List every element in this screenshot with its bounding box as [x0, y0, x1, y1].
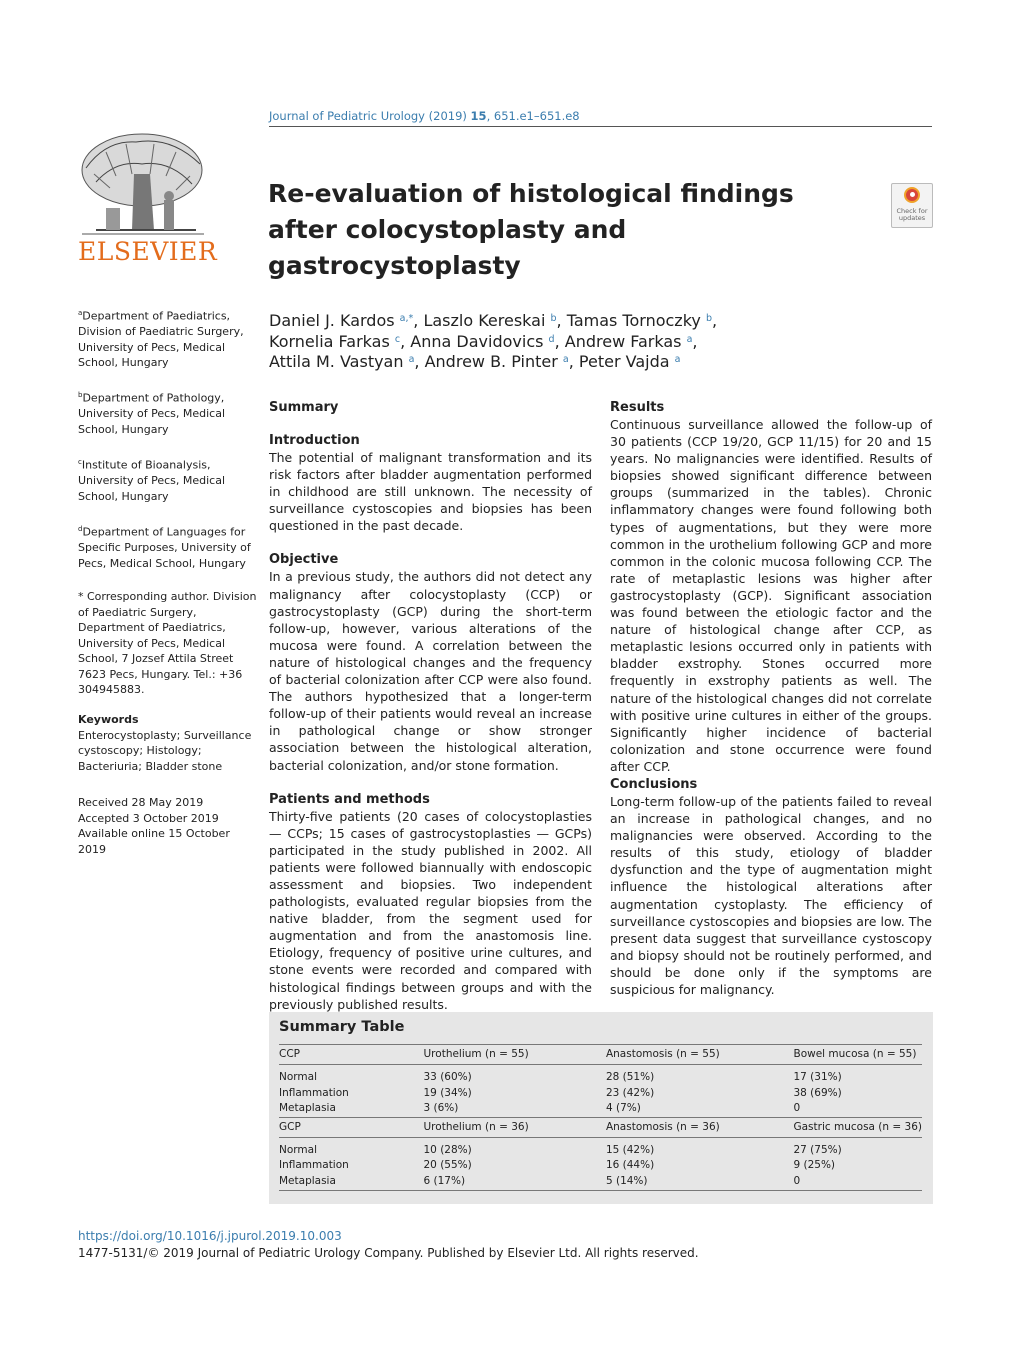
- table-cell: Metaplasia: [279, 1174, 424, 1190]
- author-affiliation-marker[interactable]: a,*: [399, 313, 414, 324]
- table-cell: Metaplasia: [279, 1102, 336, 1115]
- affiliation-d: $^d$Department of Languages for Specific Purposes, University of Pecs, Medical School, Hungary: [78, 525, 251, 570]
- keywords-block: [78, 712, 260, 774]
- table-cell: 6 (17%): [424, 1174, 606, 1190]
- corresponding-author-note: * Corresponding author. Division of Paediatric Surgery, Department of Paediatrics, University of Pecs, Medical School, 7 Jozsef Attila Street 7623 Pecs, Hungary. Tel.: +36 304945883.: [78, 590, 257, 696]
- table-cell: 16 (44%): [605, 1159, 655, 1172]
- introduction-heading: Introduction: [269, 433, 360, 448]
- objective-heading: Objective: [269, 552, 339, 568]
- keywords-text: Enterocystoplasty; Surveillance cystoscopy; Histology; Bacteriuria; Bladder stone: [78, 728, 252, 773]
- journal-name: Journal of Pediatric Urology (2019): [269, 109, 467, 123]
- author-name[interactable]: Andrew Farkas: [564, 331, 682, 351]
- date-available-online: Available online 15 October 2019: [78, 827, 230, 856]
- author-name[interactable]: Tamas Tornoczky: [566, 311, 701, 330]
- table-cell: 10 (28%): [423, 1143, 472, 1156]
- table-header-row: [279, 1045, 922, 1065]
- table-cell: Inflammation: [279, 1086, 349, 1099]
- table-header-cell: Anastomosis (n = 36): [606, 1117, 794, 1137]
- author-affiliation-marker[interactable]: a: [562, 354, 569, 365]
- results-text: Continuous surveillance allowed the follow-up of 30 patients (CCP 19/20, GCP 11/15) for 20 and 15 years. No malignancies were identified. Results of biopsies showed significant difference between groups (summarized in the tables). Chronic inflammatory changes were found following both types of augmentations, but they were more common in the urothelium following GCP and more common in the colonic mucosa following CCP. The rate of metaplastic lesions was higher after gastrocystoplasty (GCP). Significant association was found between the etiologic factor and the nature of histological change after CCP, as metaplastic lesions occurred only in patients with bladder exstrophy. Stones occurred more frequently in exstrophy patients as well. The nature of the histological changes did not correlate with positive urine cultures in either of the groups. Significantly higher incidence of bacterial colonization and stone occurrence were found after CCP.: [610, 417, 932, 774]
- copyright-notice: 1477-5131/© 2019 Journal of Pediatric Urology Company. Published by Elsevier Ltd. All rights reserved.: [78, 1246, 699, 1260]
- author-name[interactable]: Peter Vajda: [578, 352, 670, 371]
- table-cell: 38 (69%): [793, 1086, 842, 1099]
- table-cell: 15 (42%): [605, 1143, 655, 1156]
- table-cell: 27 (75%): [793, 1143, 842, 1156]
- table-row: [279, 1086, 922, 1102]
- author-name[interactable]: Andrew B. Pinter: [424, 352, 558, 371]
- patients-methods-heading: Patients and methods: [269, 791, 430, 807]
- conclusions-text: Long-term follow-up of the patients failed to reveal an increase in pathological changes, and no malignancies were observed. According to the results of this study, etiology of bladder dysfunction and the type of augmentation might influence the histological alterations after augmentation cystoplasty. The efficiency of surveillance cystoscopies and biopsies are low. The present data suggest that surveillance cystoscopy and biopsy should not be routinely performed, and should be done only if the symptoms are suspicious for malignancy.: [610, 794, 932, 998]
- table-cell: 33 (60%): [423, 1071, 472, 1083]
- date-accepted: Accepted 3 October 2019: [78, 811, 219, 825]
- table-header-cell: Urothelium (n = 55): [424, 1045, 606, 1065]
- check-for-updates-label: Check for updates: [896, 207, 928, 222]
- author-affiliation-marker[interactable]: a: [674, 354, 681, 365]
- author-affiliation-marker[interactable]: b: [550, 313, 557, 324]
- crossmark-icon: [904, 187, 920, 203]
- table-cell: 5 (14%): [606, 1174, 794, 1190]
- table-header-row: [279, 1117, 922, 1137]
- conclusions-block: [610, 776, 932, 998]
- table-row: [279, 1174, 922, 1190]
- conclusions-heading: Conclusions: [610, 777, 698, 792]
- table-cell: 3 (6%): [423, 1102, 459, 1115]
- author-list: Daniel J. Kardos $^{a,*}$, Laszlo Kereskai $^b$, Tamas Tornoczky $^b$, Kornelia Farkas $^c$, Anna Davidovics $^d$, Andrew Farkas $^a$, Attila M. Vastyan $^a$, Andrew B. Pinter $^a$, Peter Vajda $^a$: [269, 311, 718, 371]
- patients-methods-text: Thirty-five patients (20 cases of colocystoplasties — CCPs; 15 cases of gastrocystoplasties — GCPs) participated in the study published in 2002. All patients were followed biannually with endoscopic assessment and biopsies. Two independent pathologists, evaluated regular biopsies from the native bladder, from the segment used for augmentation and from the anastomosis line. Etiology, frequency of positive urine cultures, and stone events were recorded and compared with histological findings between groups and with the previously published results.: [269, 808, 592, 1012]
- table-header-cell: Gastric mucosa (n = 36): [793, 1117, 922, 1137]
- table-header-cell: Anastomosis (n = 55): [606, 1045, 794, 1065]
- author-affiliation-marker[interactable]: b: [705, 313, 712, 324]
- table-row: [279, 1070, 922, 1086]
- affiliation-b: $^b$Department of Pathology, University of Pecs, Medical School, Hungary: [78, 391, 226, 436]
- summary-right-column: [610, 399, 932, 775]
- introduction-text: The potential of malignant transformation and its risk factors after bladder augmentation performed in childhood are still unknown. The necessity of surveillance cystoscopies and biopsies has been questioned in the past decade.: [269, 450, 592, 534]
- author-affiliation-marker[interactable]: a: [686, 333, 693, 345]
- table-cell: Inflammation: [279, 1159, 349, 1172]
- table-row: [279, 1101, 922, 1117]
- doi-link[interactable]: https://doi.org/10.1016/j.jpurol.2019.10.003: [78, 1229, 342, 1243]
- table-cell: 20 (55%): [423, 1159, 472, 1172]
- author-affiliation-marker[interactable]: d: [548, 333, 555, 345]
- table-cell: Normal: [279, 1143, 317, 1156]
- header-divider: [269, 126, 932, 127]
- table-cell: 4 (7%): [605, 1102, 641, 1115]
- summary-table-title: Summary Table: [279, 1019, 405, 1035]
- author-name[interactable]: Anna Davidovics: [410, 331, 544, 351]
- table-header-cell: Bowel mucosa (n = 55): [793, 1045, 922, 1065]
- keywords-heading: Keywords: [78, 713, 139, 726]
- table-cell: 0: [793, 1174, 922, 1190]
- journal-volume: 15: [470, 109, 487, 123]
- table-cell: 0: [793, 1102, 801, 1115]
- article-title: Re-evaluation of histological findings after colocystoplasty and gastrocystoplasty: [268, 179, 794, 280]
- affiliation-a: $^a$Department of Paediatrics, Division of Paediatric Surgery, University of Pecs, Medical School, Hungary: [78, 309, 244, 370]
- author-affiliation-marker[interactable]: a: [408, 354, 415, 365]
- table-cell: 17 (31%): [793, 1071, 842, 1083]
- table-header-cell: CCP: [279, 1045, 424, 1065]
- author-name[interactable]: Laszlo Kereskai: [423, 311, 546, 330]
- elsevier-logo-text: ELSEVIER: [78, 237, 218, 266]
- author-name[interactable]: Daniel J. Kardos: [269, 311, 395, 330]
- journal-citation[interactable]: [269, 109, 580, 123]
- author-name[interactable]: Attila M. Vastyan: [269, 352, 404, 371]
- table-header-cell: GCP: [279, 1117, 424, 1137]
- table-row: [279, 1143, 922, 1159]
- table-header-cell: Urothelium (n = 36): [424, 1117, 606, 1137]
- author-name[interactable]: Kornelia Farkas: [269, 331, 390, 351]
- table-cell: 9 (25%): [793, 1159, 836, 1172]
- table-cell: 19 (34%): [423, 1086, 472, 1099]
- table-cell: 28 (51%): [605, 1071, 655, 1083]
- objective-text: In a previous study, the authors did not detect any malignancy after colocystoplasty (CCP) or gastrocystoplasty (GCP) during the short-term follow-up, however, various alterations of the mucosa were found. A correlation between the nature of histological changes and the frequency of bacterial colonization after CCP were also found. The authors hypothesized that a longer-term follow-up of their patients would reveal an increase in pathological change or show stronger association between the histological alteration, bacterial colonization, and/or stone formation.: [269, 569, 592, 773]
- summary-table: [279, 1044, 922, 1191]
- table-row: [279, 1158, 922, 1174]
- check-for-updates-button[interactable]: [891, 183, 933, 228]
- table-cell: 23 (42%): [605, 1086, 655, 1099]
- table-cell: Normal: [279, 1071, 317, 1083]
- elsevier-tree-icon: [76, 130, 210, 238]
- author-affiliation-marker[interactable]: c: [394, 333, 401, 345]
- article-dates: [78, 795, 260, 857]
- date-received: Received 28 May 2019: [78, 796, 204, 809]
- summary-heading: Summary: [269, 400, 339, 415]
- summary-left-column: [269, 399, 592, 1013]
- affiliation-c: $^c$Institute of Bioanalysis, University of Pecs, Medical School, Hungary: [78, 458, 226, 503]
- journal-pages: , 651.e1–651.e8: [486, 109, 580, 123]
- results-heading: Results: [610, 400, 665, 415]
